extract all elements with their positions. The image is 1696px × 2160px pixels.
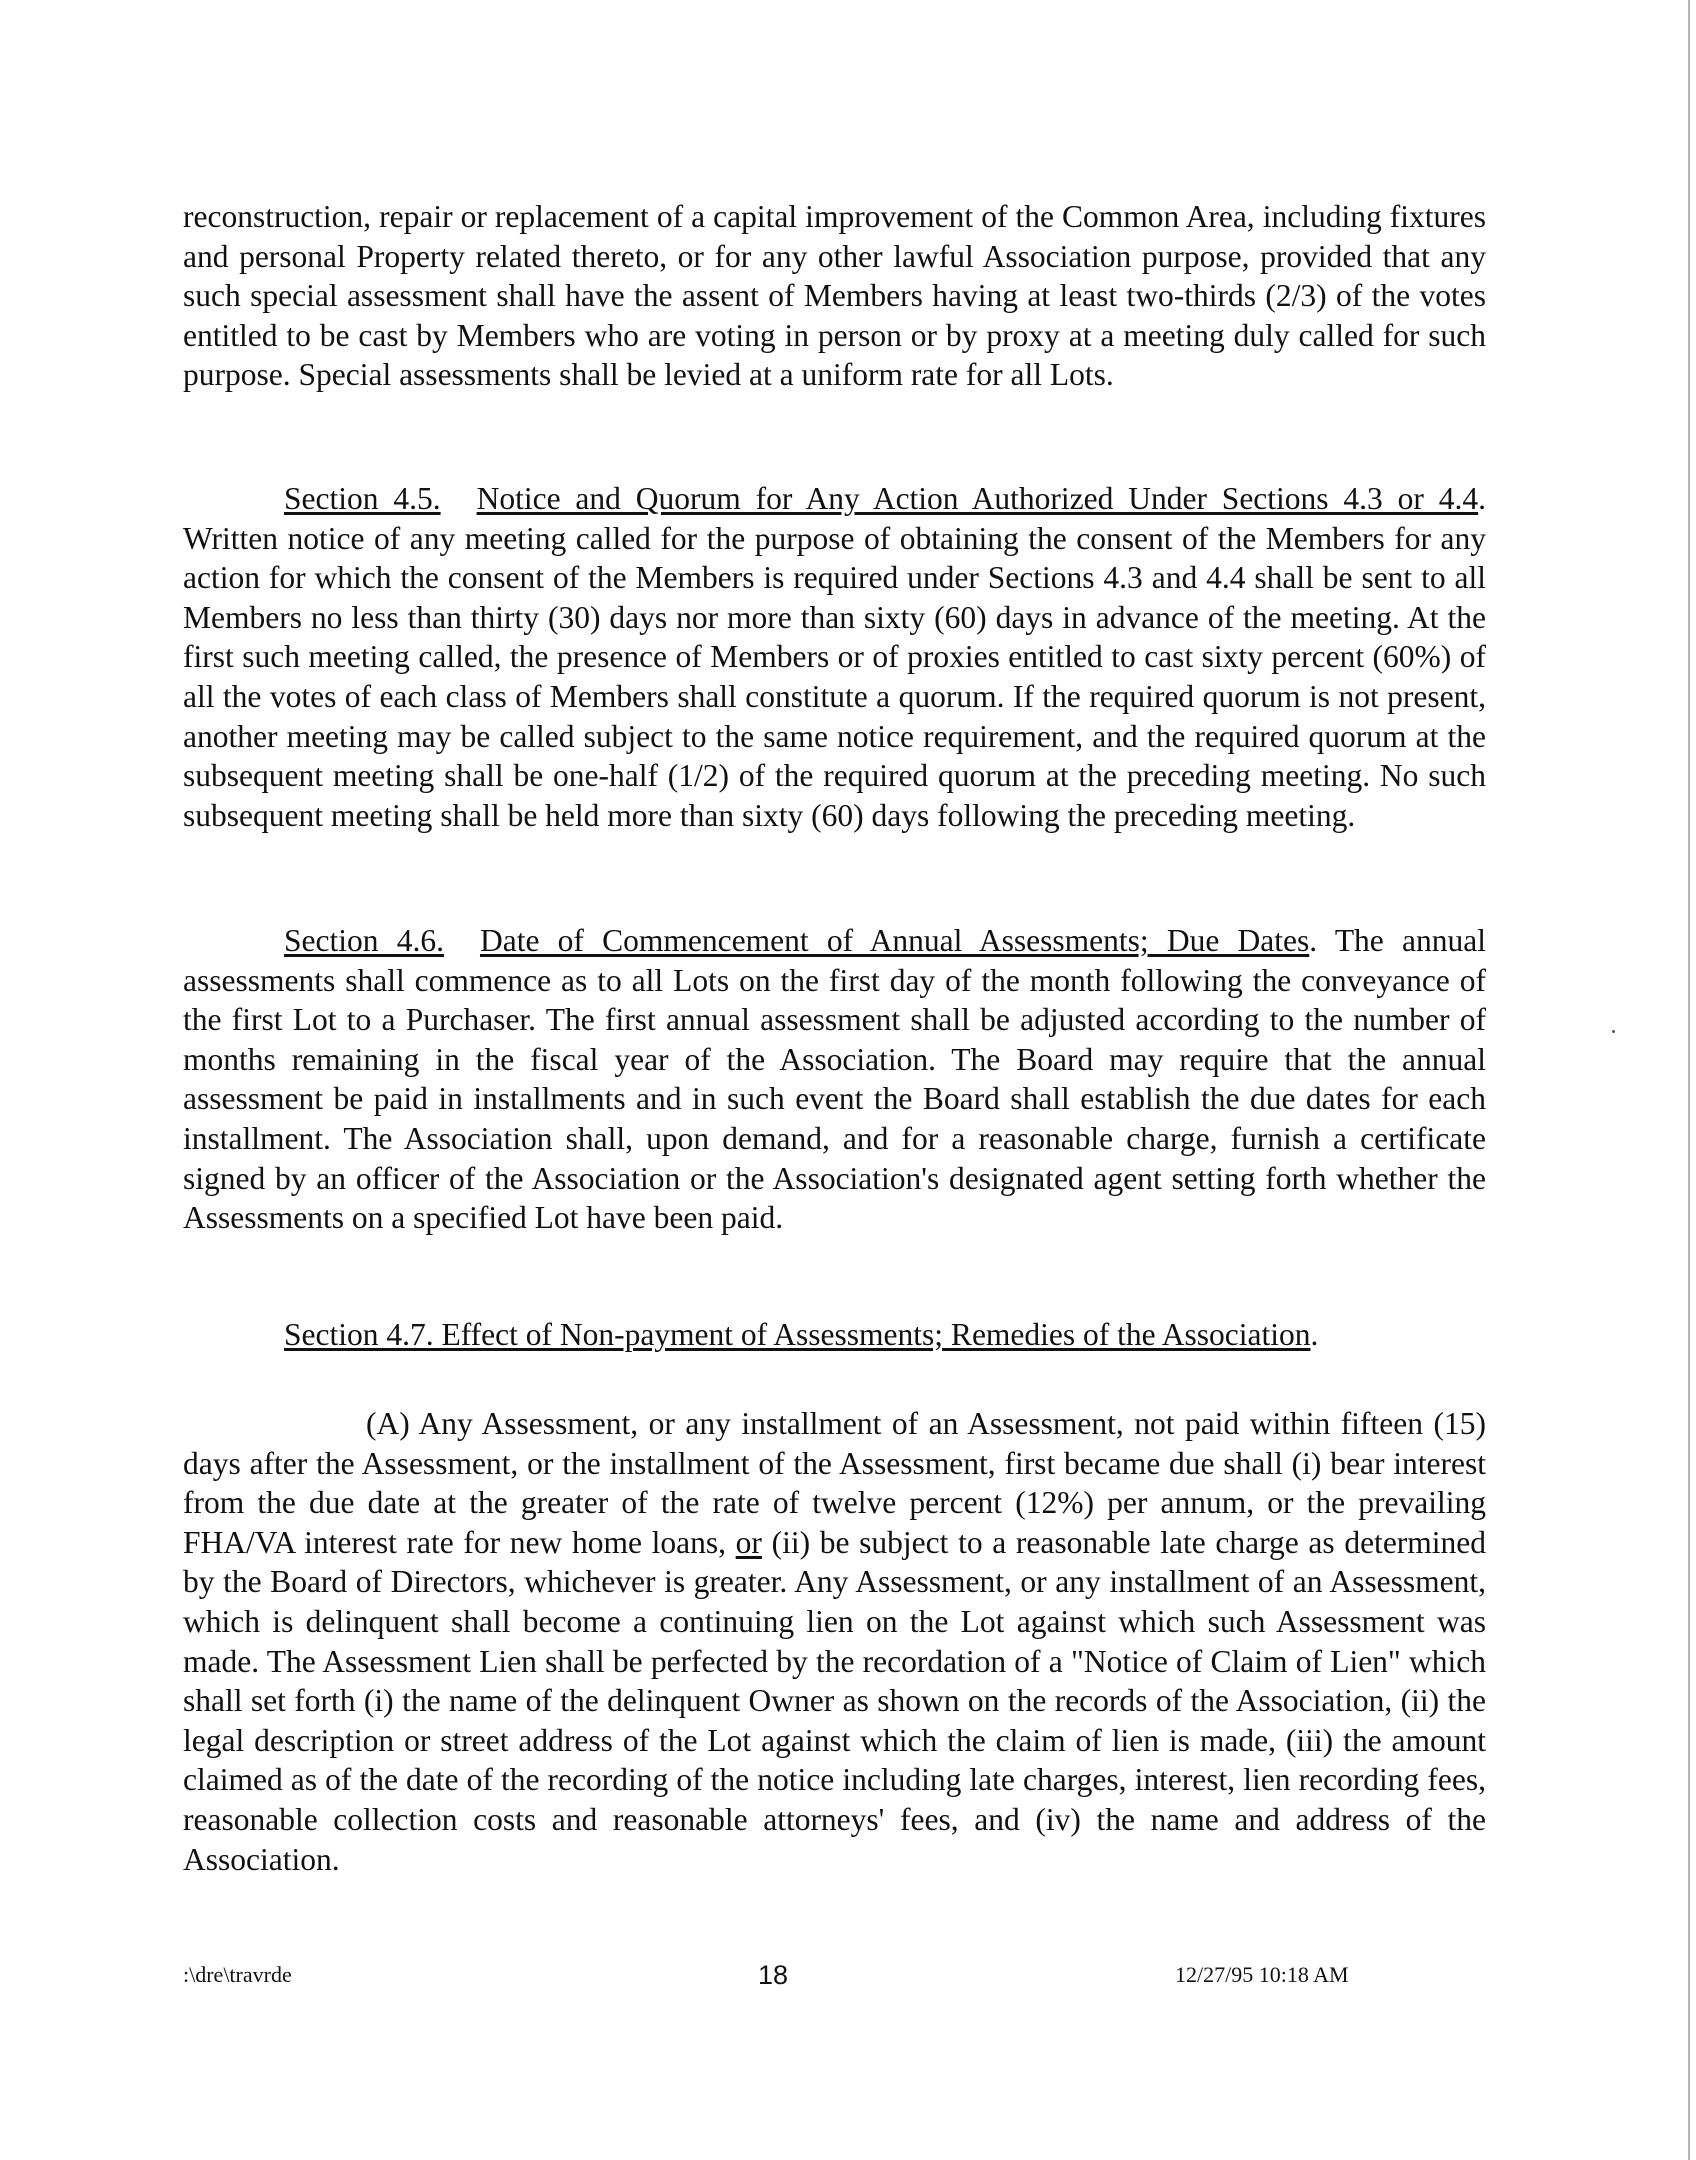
footer-file-path: :\dre\travrde	[183, 1962, 292, 1987]
paragraph-special-assessment-continuation	[183, 197, 1486, 395]
section-4-5-label: Section 4.5.	[284, 481, 441, 516]
subsection-a-or: or	[735, 1524, 762, 1560]
scan-edge-line	[1688, 0, 1690, 2160]
scan-speck	[1612, 1030, 1615, 1033]
section-4-5-body: Written notice of any meeting called for the purpose of obtaining the consent of the Members for any action for which the consent of the Members is required under Sections 4.3 and 4.4 shall be sent to all Members no less than thirty (30) days nor more than sixty (60) days in advance of the meeting. At the first such meeting called, the presence of Members or of proxies entitled to cast sixty percent (60%) of all the votes of each class of Members shall constitute a quorum. If the required quorum is not present, another meeting may be called subject to the same notice requirement, and the required quorum at the subsequent meeting shall be one-half (1/2) of the required quorum at the preceding meeting. No such subsequent meeting shall be held more than sixty (60) days following the preceding meeting.	[183, 520, 1486, 833]
section-4-7: Section 4.7. Effect of Non-payment of Assessments; Remedies of the Association.	[284, 1317, 1319, 1352]
footer-page-number: 18	[758, 1960, 789, 1990]
section-4-6-label: Section 4.6.	[284, 923, 444, 958]
section-4-5: Section 4.5. Notice and Quorum for Any Action Authorized Under Sections 4.3 or 4.4. Written notice of any meeting called for the purpose of obtaining the consent of the Members for any action for which the consent of the Members is required under Sections 4.3 and 4.4 shall be sent to all Members no less than thirty (30) days nor more than sixty (60) days in advance of the meeting. At the first such meeting called, the presence of Members or of proxies entitled to cast sixty percent (60%) of all the votes of each class of Members shall constitute a quorum. If the required quorum is not present, another meeting may be called subject to the same notice requirement, and the required quorum at the subsequent meeting shall be one-half (1/2) of the required quorum at the preceding meeting. No such subsequent meeting shall be held more than sixty (60) days following the preceding meeting.	[183, 481, 1486, 833]
section-4-7-subsection-a	[183, 1404, 1486, 1879]
section-4-6-body: The annual assessments shall commence as to all Lots on the first day of the month following the conveyance of the first Lot to a Purchaser. The first annual assessment shall be adjusted according to the number of months remaining in the fiscal year of the Association. The Board may require that the annual assessment be paid in installments and in such event the Board shall establish the due dates for each installment. The Association shall, upon demand, and for a reasonable charge, furnish a certificate signed by an officer of the Association or the Association's designated agent setting forth whether the Assessments on a specified Lot have been paid.	[183, 923, 1486, 1236]
section-4-7-heading: Section 4.7. Effect of Non-payment of Assessments; Remedies of the Association	[284, 1317, 1311, 1352]
section-4-6-heading	[284, 923, 1309, 958]
section-4-5-title: Notice and Quorum for Any Action Authorized Under Sections 4.3 or 4.4	[476, 481, 1479, 516]
section-4-6: Section 4.6. Date of Commencement of Annual Assessments; Due Dates. The annual assessments shall commence as to all Lots on the first day of the month following the conveyance of the first Lot to a Purchaser. The first annual assessment shall be adjusted according to the number of months remaining in the fiscal year of the Association. The Board may require that the annual assessment be paid in installments and in such event the Board shall establish the due dates for each installment. The Association shall, upon demand, and for a reasonable charge, furnish a certificate signed by an officer of the Association or the Association's designated agent setting forth whether the Assessments on a specified Lot have been paid.	[183, 923, 1486, 1236]
section-4-5-heading	[284, 481, 1478, 516]
section-4-6-title: Date of Commencement of Annual Assessments; Due Dates	[479, 923, 1310, 958]
paragraph-text: reconstruction, repair or replacement of a capital improvement of the Common Area, including fixtures and personal Property related thereto, or for any other lawful Association purpose, provided that any such special assessment shall have the assent of Members having at least two-thirds (2/3) of the votes entitled to be cast by Members who are voting in person or by proxy at a meeting duly called for such purpose. Special assessments shall be levied at a uniform rate for all Lots.	[183, 199, 1486, 393]
subsection-a-part1: (A) Any Assessment, or any installment of an Assessment, not paid within fifteen (15) days after the Assessment, or the installment of the Assessment, first became due shall (i) bear interest from the due date at the greater of the rate of twelve percent (12%) per annum, or the prevailing FHA/VA interest rate for new home loans,	[183, 1406, 1486, 1560]
footer-timestamp: 12/27/95 10:18 AM	[1175, 1962, 1349, 1987]
subsection-a-part2: (ii) be subject to a reasonable late charge as determined by the Board of Directors, whichever is greater. Any Assessment, or any installment of an Assessment, which is delinquent shall become a continuing lien on the Lot against which such Assessment was made. The Assessment Lien shall be perfected by the recordation of a "Notice of Claim of Lien" which shall set forth (i) the name of the delinquent Owner as shown on the records of the Association, (ii) the legal description or street address of the Lot against which the claim of lien is made, (iii) the amount claimed as of the date of the recording of the notice including late charges, interest, lien recording fees, reasonable collection costs and reasonable attorneys' fees, and (iv) the name and address of the Association.	[183, 1524, 1487, 1877]
